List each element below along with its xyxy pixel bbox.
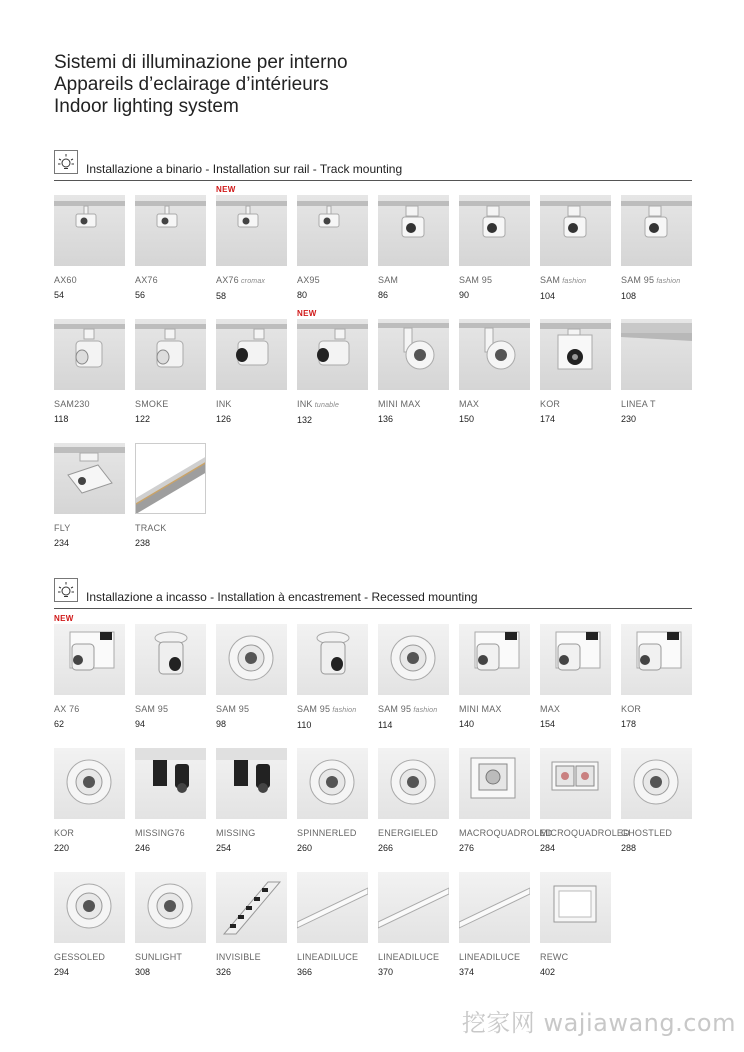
new-badge: NEW	[216, 185, 236, 194]
product-thumbnail[interactable]	[216, 319, 287, 390]
recessed-section-title: Installazione a incasso - Installation à encastrement - Recessed mounting	[86, 590, 478, 604]
product-thumbnail[interactable]	[135, 624, 206, 695]
product-name: INK tunable	[297, 399, 340, 409]
product-thumbnail[interactable]	[621, 624, 692, 695]
product-variant: cromax	[238, 278, 266, 285]
product-page-number: 136	[378, 414, 394, 424]
product-card[interactable]	[459, 319, 530, 426]
product-name: MINI MAX	[459, 704, 502, 714]
recessed-round-icon	[54, 748, 125, 819]
product-thumbnail[interactable]	[459, 624, 530, 695]
product-thumbnail[interactable]	[54, 195, 125, 266]
title-english: Indoor lighting system	[54, 96, 239, 117]
product-name: SMOKE	[135, 399, 169, 409]
product-page-number: 402	[540, 967, 556, 977]
product-thumbnail[interactable]	[378, 319, 449, 390]
product-card[interactable]	[378, 319, 449, 426]
product-card[interactable]	[135, 195, 206, 302]
product-page-number: 370	[378, 967, 394, 977]
title-italian: Sistemi di illuminazione per interno	[54, 52, 348, 73]
product-name: SAM	[378, 275, 399, 285]
recessed-cylinder-icon	[135, 624, 206, 695]
product-name: MICROQUADROLED	[540, 828, 630, 838]
recessed-section-header	[54, 578, 692, 609]
product-card[interactable]	[135, 319, 206, 426]
product-name: LINEADILUCE	[378, 952, 440, 962]
product-page-number: 254	[216, 843, 232, 853]
recessed-square-frame-icon	[459, 748, 530, 819]
product-page-number: 234	[54, 538, 70, 548]
product-card[interactable]	[54, 748, 125, 855]
title-french: Appareils d’eclairage d’intérieurs	[54, 74, 329, 95]
product-name: GHOSTLED	[621, 828, 673, 838]
product-card[interactable]	[378, 624, 449, 732]
product-card[interactable]	[216, 624, 287, 731]
track-spot-icon	[378, 195, 449, 266]
track-cylinder-icon	[54, 319, 125, 390]
product-page-number: 266	[378, 843, 394, 853]
product-name: AX 76	[54, 704, 80, 714]
product-name: SAM 95	[216, 704, 250, 714]
product-name: SAM 95 fashion	[621, 275, 681, 285]
product-card[interactable]	[297, 872, 368, 979]
product-thumbnail[interactable]	[459, 319, 530, 390]
light-bulb-icon	[54, 578, 78, 602]
ceiling-black-cylinders-icon	[216, 748, 287, 819]
product-page-number: 220	[54, 843, 70, 853]
track-spot-icon	[459, 195, 530, 266]
product-card[interactable]	[54, 195, 125, 302]
product-thumbnail[interactable]	[378, 748, 449, 819]
product-card[interactable]	[54, 443, 125, 550]
track-spot-icon	[540, 195, 611, 266]
product-page-number: 366	[297, 967, 313, 977]
product-thumbnail[interactable]	[216, 748, 287, 819]
product-page-number: 56	[135, 290, 146, 300]
product-card[interactable]	[135, 872, 206, 979]
light-bulb-icon	[54, 150, 78, 174]
product-card[interactable]	[54, 319, 125, 426]
product-thumbnail[interactable]	[216, 624, 287, 695]
product-card[interactable]	[135, 748, 206, 855]
product-page-number: 284	[540, 843, 556, 853]
product-name: AX76 cromax	[216, 275, 266, 285]
product-page-number: 246	[135, 843, 151, 853]
product-card[interactable]	[378, 195, 449, 302]
product-card[interactable]	[378, 748, 449, 855]
product-card[interactable]	[216, 748, 287, 855]
product-page-number: 62	[54, 719, 65, 729]
product-name: MINI MAX	[378, 399, 421, 409]
product-card[interactable]	[621, 319, 692, 426]
product-page-number: 230	[621, 414, 637, 424]
track-spot-small-icon	[297, 195, 368, 266]
recessed-round-icon	[378, 748, 449, 819]
product-variant: fashion	[560, 278, 587, 285]
product-name: LINEA T	[621, 399, 656, 409]
product-thumbnail[interactable]	[459, 748, 530, 819]
track-box-icon	[540, 319, 611, 390]
product-page-number: 86	[378, 290, 389, 300]
recessed-square-spot-icon	[540, 624, 611, 695]
product-name: SPINNERLED	[297, 828, 357, 838]
product-thumbnail[interactable]	[135, 319, 206, 390]
watermark: 挖家网 wajiawang.com	[461, 1009, 736, 1037]
product-page-number: 114	[378, 720, 393, 730]
product-page-number: 260	[297, 843, 313, 853]
product-thumbnail[interactable]	[459, 195, 530, 266]
product-name: MISSING76	[135, 828, 185, 838]
product-page-number: 122	[135, 414, 151, 424]
product-card[interactable]	[216, 872, 287, 979]
track-cylinder-dark-icon	[297, 319, 368, 390]
product-page-number: 140	[459, 719, 475, 729]
product-name: MISSING	[216, 828, 256, 838]
product-name: SAM 95	[459, 275, 493, 285]
product-name: KOR	[540, 399, 561, 409]
product-thumbnail[interactable]	[297, 319, 368, 390]
recessed-round-icon	[297, 748, 368, 819]
recessed-linear-slot-icon	[297, 872, 368, 943]
product-thumbnail[interactable]	[135, 443, 206, 514]
product-thumbnail[interactable]	[621, 195, 692, 266]
product-name: KOR	[621, 704, 642, 714]
product-name: AX95	[297, 275, 320, 285]
recessed-square-spot-icon	[621, 624, 692, 695]
product-name: REWC	[540, 952, 569, 962]
product-name: FLY	[54, 523, 71, 533]
product-card[interactable]	[540, 872, 611, 979]
product-thumbnail[interactable]	[297, 624, 368, 695]
product-thumbnail[interactable]	[135, 195, 206, 266]
product-name: MACROQUADROLED	[459, 828, 553, 838]
track-fly-icon	[54, 443, 125, 514]
recessed-linear-slot-icon	[459, 872, 530, 943]
product-name: AX60	[54, 275, 77, 285]
product-thumbnail[interactable]	[540, 748, 611, 819]
product-thumbnail[interactable]	[54, 624, 125, 695]
product-card[interactable]	[621, 195, 692, 303]
product-card[interactable]	[54, 614, 125, 731]
recessed-linear-cells-icon	[216, 872, 287, 943]
product-page-number: 132	[297, 415, 313, 425]
product-page-number: 294	[54, 967, 70, 977]
product-name: TRACK	[135, 523, 167, 533]
product-name: LINEADILUCE	[297, 952, 359, 962]
recessed-linear-slot-icon	[378, 872, 449, 943]
product-card[interactable]	[621, 748, 692, 855]
product-page-number: 54	[54, 290, 65, 300]
product-name: SUNLIGHT	[135, 952, 183, 962]
product-page-number: 178	[621, 719, 637, 729]
product-page-number: 276	[459, 843, 475, 853]
product-page-number: 288	[621, 843, 637, 853]
product-variant: fashion	[411, 707, 438, 714]
product-page-number: 174	[540, 414, 556, 424]
product-name: SAM 95 fashion	[297, 704, 357, 714]
product-card[interactable]	[216, 319, 287, 426]
product-card[interactable]	[297, 748, 368, 855]
product-thumbnail[interactable]	[216, 872, 287, 943]
product-card[interactable]	[540, 624, 611, 731]
product-page-number: 374	[459, 967, 475, 977]
product-card[interactable]	[540, 319, 611, 426]
product-name: SAM 95	[135, 704, 169, 714]
product-card[interactable]	[297, 624, 368, 732]
product-card[interactable]	[459, 195, 530, 302]
product-thumbnail[interactable]	[621, 748, 692, 819]
product-name: GESSOLED	[54, 952, 106, 962]
product-name: SAM230	[54, 399, 90, 409]
product-name: MAX	[540, 704, 561, 714]
product-thumbnail[interactable]	[135, 872, 206, 943]
product-thumbnail[interactable]	[216, 195, 287, 266]
track-section-header	[54, 150, 692, 181]
product-name: LINEADILUCE	[459, 952, 521, 962]
product-name: SAM 95 fashion	[378, 704, 438, 714]
product-variant: fashion	[330, 707, 357, 714]
product-page-number: 90	[459, 290, 470, 300]
product-name: MAX	[459, 399, 480, 409]
recessed-round-icon	[621, 748, 692, 819]
product-card[interactable]	[135, 443, 206, 550]
product-page-number: 238	[135, 538, 151, 548]
product-thumbnail[interactable]	[459, 872, 530, 943]
product-variant: fashion	[654, 278, 681, 285]
product-thumbnail[interactable]	[54, 319, 125, 390]
product-thumbnail[interactable]	[540, 195, 611, 266]
track-spot-small-icon	[135, 195, 206, 266]
product-page-number: 326	[216, 967, 232, 977]
product-card[interactable]	[297, 195, 368, 302]
product-variant: tunable	[312, 402, 340, 409]
product-card[interactable]	[621, 624, 692, 731]
product-name: INK	[216, 399, 232, 409]
product-thumbnail[interactable]	[540, 624, 611, 695]
product-page-number: 98	[216, 719, 227, 729]
product-name: ENERGIELED	[378, 828, 439, 838]
product-thumbnail[interactable]	[54, 872, 125, 943]
recessed-round-icon	[378, 624, 449, 695]
recessed-square-spot-icon	[54, 624, 125, 695]
product-page-number: 154	[540, 719, 556, 729]
product-card[interactable]	[540, 195, 611, 303]
product-card[interactable]	[297, 309, 368, 427]
product-name: AX76	[135, 275, 158, 285]
recessed-round-icon	[216, 624, 287, 695]
new-badge: NEW	[297, 309, 317, 318]
product-card[interactable]	[216, 185, 287, 303]
product-thumbnail[interactable]	[378, 624, 449, 695]
product-thumbnail[interactable]	[540, 319, 611, 390]
track-gimbal-icon	[459, 319, 530, 390]
product-thumbnail[interactable]	[621, 319, 692, 390]
track-section-title: Installazione a binario - Installation sur rail - Track mounting	[86, 162, 403, 176]
product-thumbnail[interactable]	[54, 443, 125, 514]
product-page-number: 118	[54, 414, 69, 424]
track-rail-icon	[136, 444, 206, 514]
product-page-number: 104	[540, 291, 556, 301]
product-page-number: 58	[216, 291, 227, 301]
product-thumbnail[interactable]	[378, 195, 449, 266]
product-page-number: 110	[297, 720, 312, 730]
recessed-round-icon	[135, 872, 206, 943]
product-page-number: 126	[216, 414, 232, 424]
product-card[interactable]	[459, 872, 530, 979]
track-linear-icon	[621, 319, 692, 390]
product-thumbnail[interactable]	[297, 195, 368, 266]
product-thumbnail[interactable]	[540, 872, 611, 943]
track-cylinder-dark-icon	[216, 319, 287, 390]
track-spot-icon	[621, 195, 692, 266]
product-thumbnail[interactable]	[54, 748, 125, 819]
recessed-cylinder-icon	[297, 624, 368, 695]
recessed-double-square-icon	[540, 748, 611, 819]
product-page-number: 150	[459, 414, 475, 424]
track-spot-small-icon	[216, 195, 287, 266]
recessed-square-spot-icon	[459, 624, 530, 695]
product-page-number: 308	[135, 967, 151, 977]
recessed-panel-icon	[540, 872, 611, 943]
product-name: SAM fashion	[540, 275, 587, 285]
product-thumbnail[interactable]	[297, 748, 368, 819]
product-card[interactable]	[54, 872, 125, 979]
product-thumbnail[interactable]	[297, 872, 368, 943]
title-block	[54, 52, 348, 118]
product-page-number: 80	[297, 290, 308, 300]
product-thumbnail[interactable]	[135, 748, 206, 819]
product-page-number: 108	[621, 291, 637, 301]
track-gimbal-icon	[378, 319, 449, 390]
new-badge: NEW	[54, 614, 74, 623]
track-spot-small-icon	[54, 195, 125, 266]
track-cylinder-icon	[135, 319, 206, 390]
product-name: KOR	[54, 828, 75, 838]
product-card[interactable]	[378, 872, 449, 979]
product-card[interactable]	[459, 624, 530, 731]
product-page-number: 94	[135, 719, 146, 729]
product-name: INVISIBLE	[216, 952, 261, 962]
product-card[interactable]	[135, 624, 206, 731]
product-thumbnail[interactable]	[378, 872, 449, 943]
recessed-round-icon	[54, 872, 125, 943]
ceiling-black-cylinders-icon	[135, 748, 206, 819]
